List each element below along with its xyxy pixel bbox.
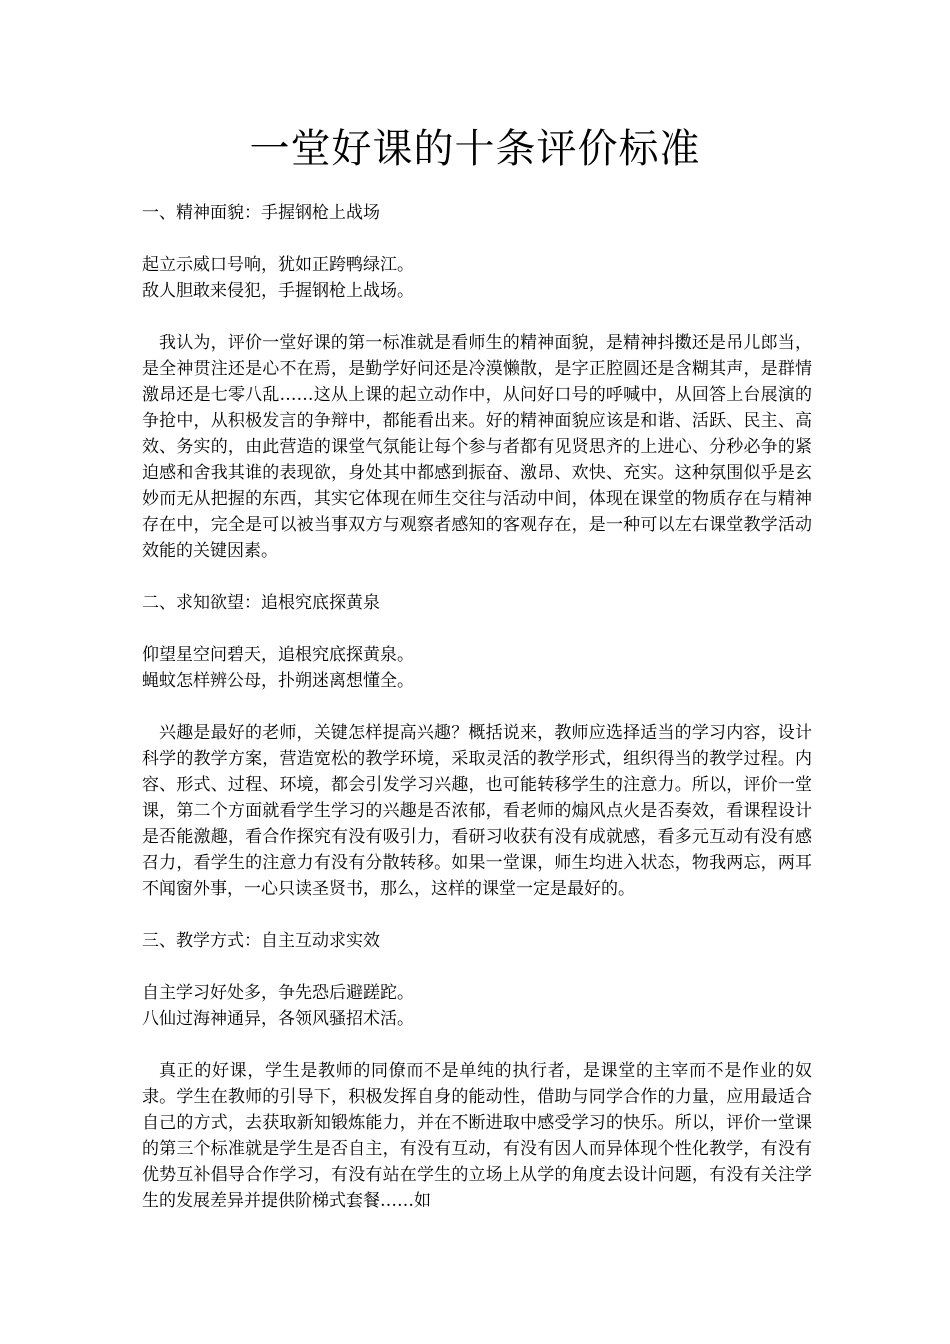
- poem-line: 蝇蚊怎样辨公母，扑朔迷离想懂全。: [142, 671, 414, 691]
- poem-line: 敌人胆敢来侵犯，手握钢枪上战场。: [142, 281, 414, 301]
- section-1: [142, 200, 812, 564]
- poem-line: 八仙过海神通异，各领风骚招术活。: [142, 1009, 414, 1029]
- document-title: 一堂好课的十条评价标准: [249, 126, 701, 172]
- section-paragraph: 真正的好课，学生是教师的同僚而不是单纯的执行者，是课堂的主宰而不是作业的奴隶。学生在教师的引导下，积极发挥自身的能动性，借助与同学合作的力量，应用最适合自己的方式，去获取新知锻炼能力，并在不断进取中感受学习的快乐。所以，评价一堂课的第三个标准就是学生是否自主，有没有互动，有没有因人而异体现个性化教学，有没有优势互补倡导合作学习，有没有站在学生的立场上从学的角度去设计问题，有没有关注学生的发展差异并提供阶梯式套餐……如: [142, 1061, 812, 1211]
- section-poem: [142, 252, 812, 304]
- section-paragraph: 我认为，评价一堂好课的第一标准就是看师生的精神面貌，是精神抖擞还是吊儿郎当，是全神贯注还是心不在焉，是勤学好问还是冷漠懒散，是字正腔圆还是含糊其声，是群情激昂还是七零八乱……这从上课的起立动作中，从问好口号的呼喊中，从回答上台展演的争抢中，从积极发言的争辩中，都能看出来。好的精神面貌应该是和谐、活跃、民主、高效、务实的，由此营造的课堂气氛能让每个参与者都有见贤思齐的上进心、分秒必争的紧迫感和舍我其谁的表现欲，身处其中都感到振奋、激昂、欢快、充实。这种氛围似乎是玄妙而无从把握的东西，其实它体现在师生交往与活动中间，体现在课堂的物质存在与精神存在中，完全是可以被当事双方与观察者感知的客观存在，是一种可以左右课堂教学活动效能的关键因素。: [142, 333, 812, 561]
- section-heading: 二、求知欲望：追根究底探黄泉: [142, 593, 380, 613]
- section-poem: [142, 980, 812, 1032]
- poem-line: 自主学习好处多，争先恐后避蹉跎。: [142, 983, 414, 1003]
- poem-line: 仰望星空问碧天，追根究底探黄泉。: [142, 645, 414, 665]
- section-2: [142, 590, 812, 902]
- section-heading: 一、精神面貌：手握钢枪上战场: [142, 203, 380, 223]
- poem-line: 起立示威口号响，犹如正跨鸭绿江。: [142, 255, 414, 275]
- section-3: [142, 928, 812, 1214]
- section-poem: [142, 642, 812, 694]
- section-heading: 三、教学方式：自主互动求实效: [142, 931, 380, 951]
- document-body: [142, 200, 812, 1240]
- section-paragraph: 兴趣是最好的老师，关键怎样提高兴趣？概括说来，教师应选择适当的学习内容，设计科学的教学方案，营造宽松的教学环境，采取灵活的教学形式，组织得当的教学过程。内容、形式、过程、环境，都会引发学习兴趣，也可能转移学生的注意力。所以，评价一堂课，第二个方面就看学生学习的兴趣是否浓郁，看老师的煽风点火是否奏效，看课程设计是否能激趣，看合作探究有没有吸引力，看研习收获有没有成就感，看多元互动有没有感召力，看学生的注意力有没有分散转移。如果一堂课，师生均进入状态，物我两忘，两耳不闻窗外事，一心只读圣贤书，那么，这样的课堂一定是最好的。: [142, 723, 812, 899]
